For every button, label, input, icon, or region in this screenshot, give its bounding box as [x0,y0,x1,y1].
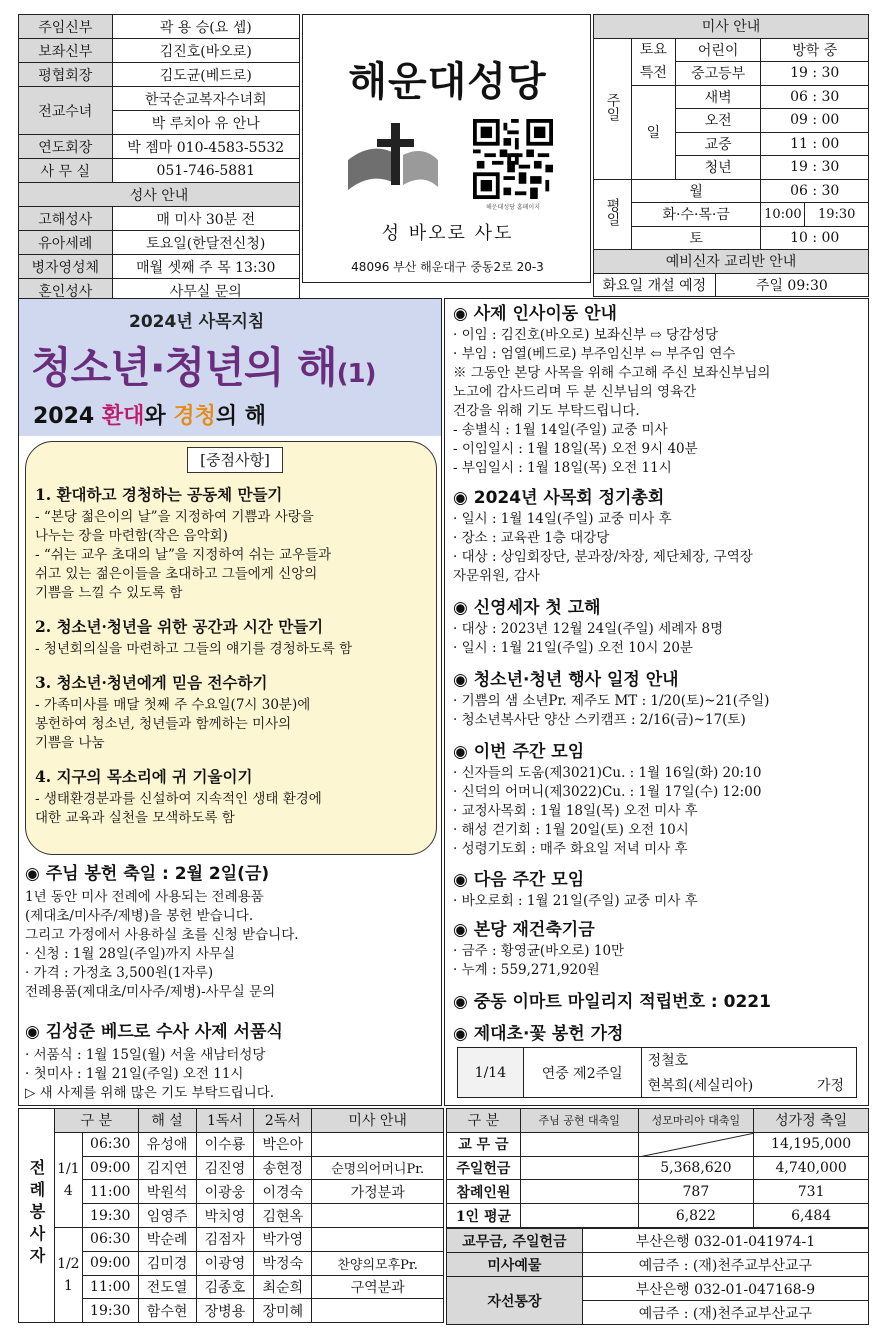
finance-value: 787 [638,1180,754,1204]
bank-label: 교무금, 주일헌금 [447,1229,583,1253]
liturgy-date [54,1132,82,1227]
mass-group: 오전 [675,109,761,133]
liturgy-note: 가정분과 [312,1180,444,1204]
sunday-label-text: 주일 [604,92,621,121]
finance-header: 구 분 [447,1109,521,1133]
flower-date: 1/14 [458,1048,524,1098]
notice-title: ◉ 다음 주간 모임 [453,870,585,890]
liturgy-time: 19:30 [82,1299,138,1323]
focus-item-line: 봉헌하여 청소년, 청년들과 함께하는 미사의 [35,716,292,732]
liturgy-date-text: 1/21 [57,1256,80,1295]
weekday-label [594,179,632,250]
notice-line: · 성령기도회 : 매주 화요일 저녁 미사 후 [453,841,688,857]
finance-label: 1인 평균 [447,1204,521,1228]
notice-line: 노고에 감사드리며 두 분 신부님의 영육간 [453,384,697,400]
notice-line: · 청소년복사단 양산 스키캠프 : 2/16(금)~17(토) [453,712,746,728]
weekday-time: 06 : 30 [761,179,869,203]
qr-caption: 해운대성당 홈페이지 [485,204,541,211]
candle-line: 그리고 가정에서 사용하실 초를 신청 받습니다. [25,927,299,943]
notice-title: ◉ 신영세자 첫 고해 [453,598,601,618]
ordination-line: · 첫미사 : 1월 21일(주일) 오전 11시 [25,1066,244,1082]
candle-line: · 신청 : 1월 28일(주일)까지 사무실 [25,946,236,962]
candle-title: ◉ 주님 봉헌 축일 : 2월 2일(금) [25,864,270,884]
focus-title: [중점사항] [187,447,283,473]
church-name: 해운대성당 [348,59,547,105]
liturgy-reader1: 장병용 [196,1299,254,1323]
mass-group: 청년 [675,156,761,180]
notice-section [453,665,865,730]
liturgy-reader1: 김종호 [196,1275,254,1299]
sun-label: 일 [631,85,675,179]
bank-account: 부산은행 032-01-047168-9 [582,1277,868,1301]
staff-name: 김도균(베드로) [112,63,299,87]
focus-items [35,483,435,828]
flower-name1: 정철호 [647,1053,689,1070]
sacrament-heading: 성사 안내 [19,183,300,207]
candle-line: (제대초/미사주/제병)을 봉헌 받습니다. [25,908,254,924]
notice-line: · 기쁨의 샘 소년Pr. 제주도 MT : 1/20(토)~21(주일) [453,693,770,709]
liturgy-note [312,1299,444,1323]
notice-section [453,483,865,586]
mass-time: 19 : 30 [761,62,869,86]
catechumen-label: 화요일 개설 예정 [594,273,716,297]
notice-line: · 해성 걷기회 : 1월 20일(토) 오전 10시 [453,822,689,838]
patron-saint: 성 바오로 사도 [381,223,514,244]
liturgy-date [54,1227,82,1322]
staff-role: 주임신부 [19,15,113,39]
finance-header: 주님 공현 대축일 [520,1109,638,1133]
notice-line: - 송별식 : 1월 14일(주일) 교중 미사 [453,422,668,438]
flower-name2: 현복희(세실리아) [647,1077,754,1094]
church-logo-icon [343,115,443,195]
sacrament-value: 매 미사 30분 전 [112,207,299,231]
notice-line: · 장소 : 교육관 1층 대강당 [453,530,610,546]
finance-label: 주일헌금 [447,1156,521,1180]
liturgy-commentator: 김미경 [138,1251,196,1275]
mass-group: 어린이 [675,38,761,62]
notice-line: · 누계 : 559,271,920원 [453,962,600,978]
liturgy-reader2: 송현정 [254,1156,312,1180]
finance-value [520,1180,638,1204]
liturgy-time: 06:30 [82,1132,138,1156]
liturgy-reader2: 김현옥 [254,1204,312,1228]
notice-title: ◉ 본당 재건축기금 [453,920,595,940]
candle-section [25,859,437,1002]
finance-value [520,1132,638,1156]
ordination-title: ◉ 김성준 베드로 수사 사제 서품식 [25,1022,283,1042]
notice-section [453,987,865,1012]
focus-item [35,765,435,828]
liturgy-commentator: 함수현 [138,1299,196,1323]
focus-item-line: 기쁨을 느낄 수 있도록 함 [35,585,183,601]
mass-table [593,14,869,297]
banner-year: 2024 [33,404,95,429]
finance-table [446,1108,869,1228]
notice-section [453,1019,865,1044]
liturgy-header: 1독서 [196,1109,254,1133]
focus-item [35,483,435,603]
mass-time: 방학 중 [761,38,869,62]
notice-line: · 신자들의 도움(제3021)Cu. : 1월 16일(화) 20:10 [453,765,762,781]
focus-item [35,615,435,659]
finance-value [520,1204,638,1228]
notice-section [453,865,865,911]
flower-sunday: 연중 제2주일 [523,1048,641,1098]
mass-group: 교중 [675,132,761,156]
candle-line: 1년 동안 미사 전례에 사용되는 전례용품 [25,889,264,905]
bank-label: 자선통장 [447,1277,583,1325]
candle-line: · 가격 : 가정초 3,500원(1자루) [25,965,214,981]
finance-value: 5,368,620 [638,1156,754,1180]
focus-item-heading: 2. 청소년·청년을 위한 공간과 시간 만들기 [35,617,324,636]
flower-family [641,1048,856,1073]
weekday-time: 10 : 00 [761,226,869,250]
staff-role: 보좌신부 [19,39,113,63]
bank-holder: 예금주 : (재)천주교부산교구 [582,1301,868,1325]
liturgy-header: 구 분 [54,1109,138,1133]
banner-number: (1) [336,359,376,389]
mass-time: 09 : 00 [761,109,869,133]
finance-label: 참례인원 [447,1180,521,1204]
notice-line: 건강을 위해 기도 부탁드립니다. [453,403,640,419]
liturgy-time: 09:00 [82,1156,138,1180]
banner-end: 의 해 [215,404,267,429]
finance-header: 성가정 축일 [754,1109,869,1133]
focus-item-heading: 3. 청소년·청년에게 믿음 전수하기 [35,673,268,692]
staff-role: 전교수녀 [19,87,113,135]
qr-code-icon [473,119,553,199]
staff-name: 박 루치아 유 안나 [112,111,299,135]
liturgy-reader1: 이수룡 [196,1132,254,1156]
focus-item-line: 쉬고 있는 젊은이들을 초대하고 그들에게 신앙의 [35,566,318,582]
banner-bottom [33,399,266,430]
weekday-day: 토 [631,226,761,250]
finance-value [520,1156,638,1180]
staff-panel [18,14,300,303]
right-column [444,298,869,1106]
finance-header: 성모마리아 대축일 [638,1109,754,1133]
notice-line: · 대상 : 상임회장단, 분과장/차장, 제단체장, 구역장 [453,549,753,565]
staff-name: 051-746-5881 [112,159,299,183]
focus-item-line: - 생태환경분과를 신설하여 지속적인 생태 환경에 [35,791,322,807]
sacrament-value: 토요일(한달전신청) [112,231,299,255]
notice-section [453,737,865,859]
staff-table [18,14,300,303]
focus-item-line: 기쁨을 나눔 [35,735,105,751]
finance-value: 731 [754,1180,869,1204]
notice-section [453,915,865,980]
liturgy-reader1: 김점자 [196,1227,254,1251]
notice-section [453,299,865,478]
notice-title: ◉ 이번 주간 모임 [453,742,585,762]
saturday-special-text: 토요 특전 [639,41,667,81]
liturgy-note [312,1132,444,1156]
notice-line: 자문위원, 감사 [453,568,540,584]
staff-name: 곽 용 승(요 셉) [112,15,299,39]
church-header [302,14,591,283]
notice-line: · 금주 : 황영균(바오로) 10만 [453,943,625,959]
banner-title [31,335,375,395]
staff-role: 평협회장 [19,63,113,87]
notice-title: ◉ 2024년 사목회 정기총회 [453,488,665,508]
liturgy-commentator: 박순례 [138,1227,196,1251]
liturgy-reader2: 박가영 [254,1227,312,1251]
pastoral-banner [19,299,441,436]
liturgy-reader1: 박치영 [196,1204,254,1228]
notice-line: · 신덕의 어머니(제3022)Cu. : 1월 17일(수) 12:00 [453,784,762,800]
focus-item-line: - “쉬는 교우 초대의 날”을 지정하여 쉬는 교우들과 [35,547,332,563]
weekday-time: 10:00 [761,203,805,227]
liturgy-time: 19:30 [82,1204,138,1228]
sacrament-label: 혼인성사 [19,279,113,303]
finance-label: 교 무 금 [447,1132,521,1156]
focus-item-heading: 4. 지구의 목소리에 귀 기울이기 [35,767,253,786]
liturgy-reader2: 이경숙 [254,1180,312,1204]
staff-role: 사 무 실 [19,159,113,183]
weekday-label-text: 평일 [604,198,621,227]
finance-value-slashed [638,1132,754,1156]
liturgy-note [312,1227,444,1251]
staff-name: 김진호(바오로) [112,39,299,63]
notice-line: · 교정사목회 : 1월 18일(목) 오전 미사 후 [453,803,698,819]
liturgy-header: 미사 안내 [312,1109,444,1133]
liturgy-reader2: 최순희 [254,1275,312,1299]
focus-item-line: 대한 교육과 실천을 모색하도록 함 [35,810,235,826]
liturgy-commentator: 박원석 [138,1180,196,1204]
liturgy-reader1: 이광웅 [196,1180,254,1204]
notice-line: · 바오로회 : 1월 21일(주일) 교중 미사 후 [453,893,698,909]
liturgy-time: 11:00 [82,1275,138,1299]
sacrament-value: 사무실 문의 [112,279,299,303]
finance-value: 6,484 [754,1204,869,1228]
liturgy-note: 순명의어머니Pr. [312,1156,444,1180]
banner-title-text: 청소년·청년의 해 [31,343,337,392]
liturgy-commentator: 유성애 [138,1132,196,1156]
notice-line: · 이임 : 김진호(바오로) 보좌신부 ⇨ 당감성당 [453,327,719,343]
mass-heading: 미사 안내 [594,15,869,39]
focus-item-line: - 청년회의실을 마련하고 그들의 얘기를 경청하도록 함 [35,641,353,657]
finance-value: 14,195,000 [754,1132,869,1156]
notice-section [453,593,865,658]
weekday-day: 화·수·목·금 [631,203,761,227]
sacrament-label: 병자영성체 [19,255,113,279]
staff-name: 박 젬마 010-4583-5532 [112,135,299,159]
mass-time: 11 : 00 [761,132,869,156]
sunday-label [594,38,632,179]
bank-label: 미사예물 [447,1253,583,1277]
banner-subtitle: 2024년 사목지침 [129,312,265,332]
weekday-time-2: 19:30 [805,203,869,227]
liturgy-header: 2독서 [254,1109,312,1133]
liturgy-reader1: 이광영 [196,1251,254,1275]
liturgy-table [18,1108,444,1323]
finance-value: 6,822 [638,1204,754,1228]
banner-gyeongcheong: 경청 [173,404,216,429]
staff-name: 한국순교복자수녀회 [112,87,299,111]
liturgy-side-label-text: 전례봉사자 [26,1158,46,1269]
weekday-day: 월 [631,179,761,203]
notice-title: ◉ 청소년·청년 행사 일정 안내 [453,670,679,690]
liturgy-reader2: 장미혜 [254,1299,312,1323]
notice-line: · 일시 : 1월 14일(주일) 교중 미사 후 [453,511,672,527]
liturgy-commentator: 임영주 [138,1204,196,1228]
focus-item-line: - 가족미사를 매달 첫째 주 수요일(7시 30분)에 [35,697,311,713]
mass-panel [593,14,869,297]
liturgy-commentator: 전도열 [138,1275,196,1299]
diagonal-slash-icon [639,1133,754,1156]
mass-time: 19 : 30 [761,156,869,180]
sacrament-label: 고해성사 [19,207,113,231]
liturgy-time: 11:00 [82,1180,138,1204]
flower-table [457,1047,857,1098]
candle-line: 전례용품(제대초/미사주/제병)-사무실 문의 [25,984,276,1000]
liturgy-note [312,1204,444,1228]
bank-account: 부산은행 032-01-041974-1 [582,1229,868,1253]
liturgy-time: 06:30 [82,1227,138,1251]
staff-role: 연도회장 [19,135,113,159]
liturgy-header: 해 설 [138,1109,196,1133]
sacrament-value: 매월 셋째 주 목 13:30 [112,255,299,279]
finance-value: 4,740,000 [754,1156,869,1180]
notice-line: · 대상 : 2023년 12월 24일(주일) 세례자 8명 [453,621,724,637]
liturgy-date-text: 1/14 [57,1160,80,1199]
flower-label: 가정 [816,1077,844,1094]
liturgy-reader2: 박정숙 [254,1251,312,1275]
ordination-line: ▷ 새 사제를 위해 많은 기도 부탁드립니다. [25,1085,275,1101]
mass-group: 중고등부 [675,62,761,86]
focus-item [35,671,435,753]
mass-time: 06 : 30 [761,85,869,109]
catechumen-time: 주일 09:30 [715,273,868,297]
catechumen-heading: 예비신자 교리반 안내 [594,250,869,274]
bank-table [446,1228,869,1325]
church-address: 48096 부산 해운대구 중동2로 20-3 [351,260,544,274]
notice-title: ◉ 사제 인사이동 안내 [453,304,617,324]
mass-group: 새벽 [675,85,761,109]
left-column [18,298,442,1106]
banner-hwandae: 환대 [101,404,145,429]
liturgy-commentator: 김지연 [138,1156,196,1180]
liturgy-reader2: 박은아 [254,1132,312,1156]
ordination-section [25,1017,437,1103]
focus-item-line: - “본당 젊은이의 날”을 지정하여 기쁨과 사랑을 [35,509,314,525]
notice-line: · 부임 : 엄열(베드로) 부주임신부 ⇦ 부주임 연수 [453,346,736,362]
flower-family-2 [641,1073,856,1098]
liturgy-reader1: 김진영 [196,1156,254,1180]
focus-item-heading: 1. 환대하고 경청하는 공동체 만들기 [35,485,283,504]
bank-holder: 예금주 : (재)천주교부산교구 [582,1253,868,1277]
liturgy-side-label [19,1109,55,1323]
notice-line: - 이임일시 : 1월 18일(목) 오전 9시 40분 [453,441,698,457]
notice-line: ※ 그동안 본당 사목을 위해 수고해 주신 보좌신부님의 [453,365,771,381]
liturgy-time: 09:00 [82,1251,138,1275]
notice-line: · 일시 : 1월 21일(주일) 오전 10시 20분 [453,640,693,656]
saturday-special-label [631,38,675,85]
notice-title: ◉ 제대초·꽃 봉헌 가정 [453,1024,624,1044]
focus-item-line: 나누는 장을 마련함(작은 음악회) [35,528,228,544]
ordination-line: · 서품식 : 1월 15일(월) 서울 새남터성당 [25,1047,266,1063]
notice-title: ◉ 중동 이마트 마일리지 적립번호 : 0221 [453,992,771,1012]
sacrament-label: 유아세례 [19,231,113,255]
notice-line: - 부임일시 : 1월 18일(목) 오전 11시 [453,460,672,476]
liturgy-note: 구역분과 [312,1275,444,1299]
liturgy-note: 찬양의모후Pr. [312,1251,444,1275]
banner-wa: 와 [144,404,166,429]
